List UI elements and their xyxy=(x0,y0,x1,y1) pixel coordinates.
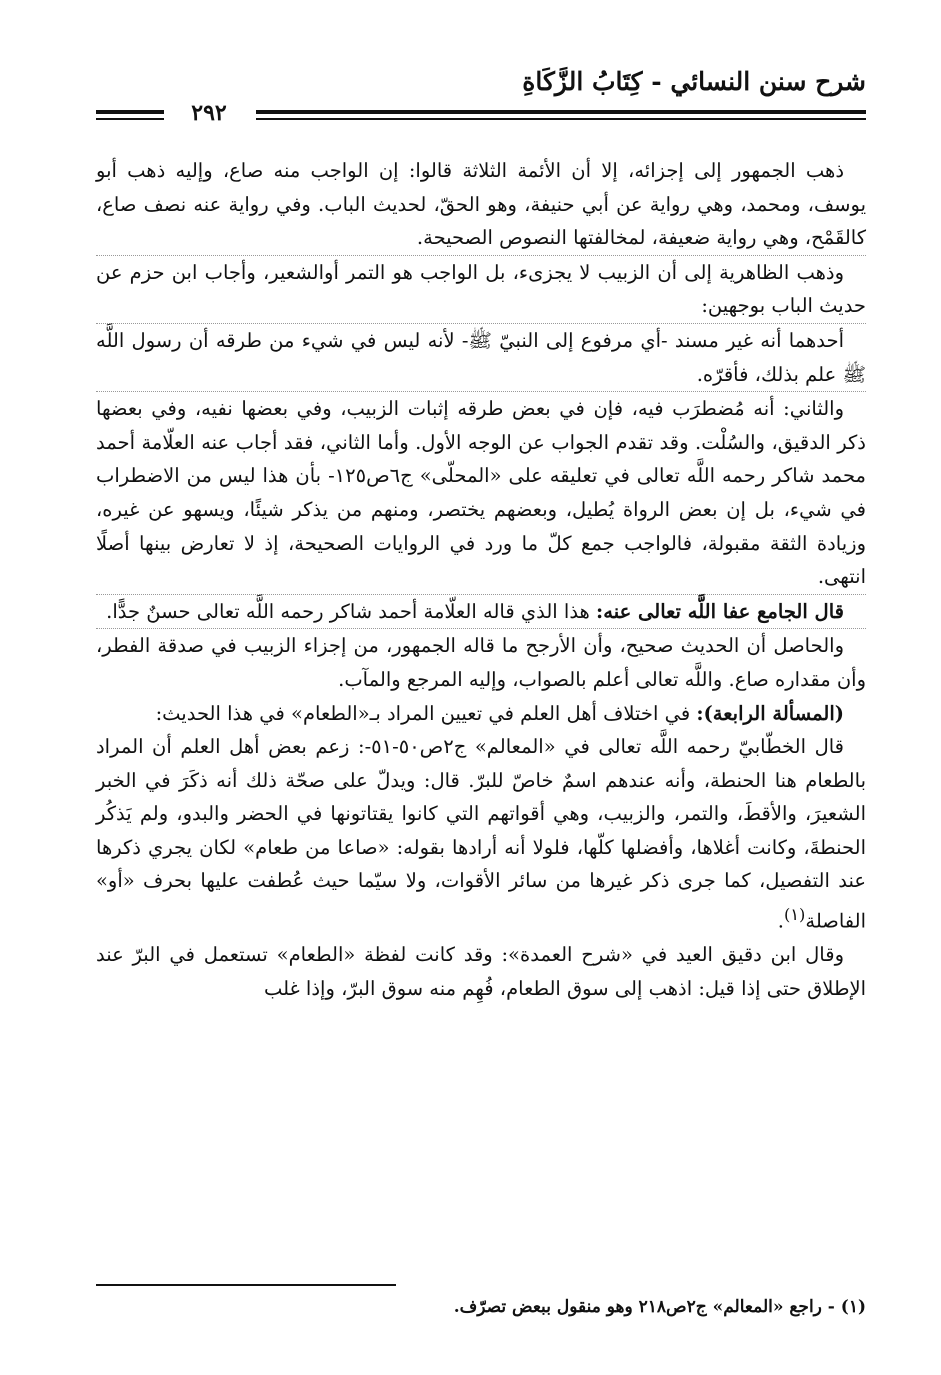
header-rule-left-thick xyxy=(96,110,164,114)
running-header xyxy=(96,62,866,126)
paragraph-zahiriyya: وذهب الظاهرية إلى أن الزبيب لا يجزىء، بل الواجب هو التمر أوالشعير، وأجاب ابن حزم عن حديث الباب بوجهين: xyxy=(96,255,866,323)
header-rule-thick xyxy=(256,110,866,114)
footnote: (١) - راجع «المعالم» ج٢ص٢١٨ وهو منقول ببعض تصرّف. xyxy=(453,1297,866,1317)
header-rule xyxy=(96,100,866,126)
header-title: شرح سنن النسائي - كِتَابُ الزَّكَاةِ xyxy=(522,67,866,96)
header-rule-left-thin xyxy=(96,118,164,120)
footnote-separator xyxy=(96,1284,396,1286)
issue-text: في اختلاف أهل العلم في تعيين المراد بـ«الطعام» في هذا الحديث: xyxy=(155,701,691,725)
khattabi-text: قال الخطّابيّ رحمه اللَّه تعالى في «المعالم» ج٢ص٥٠-٥١-: زعم بعض أهل العلم أن المراد بالطعام هنا الحنطة، وأنه عندهم اسمٌ خاصّ للبرّ. قال: ويدلّ على صحّة ذلك أنه ذكَرَ في الخبر الشعيرَ، والأقطَ، والتمر، والزبيب، وهي أقواتهم التي كانوا يقتاتونها في الحضر والبدو، ولم يَذكُر الحنطةَ، وكانت أغلاها، وأفضلها كلّها، فلولا أنه أرادها بقوله: «صاعا من طعام» لكان يجري ذكرها عند التفصيل، كما جرى ذكر غيرها من سائر الأقوات، ولا سيّما حيث عُطفت عليها بحرف «أو» الفاصلة xyxy=(96,735,866,933)
paragraph-fourth-issue xyxy=(96,697,866,731)
paragraph-jumhur: ذهب الجمهور إلى إجزائه، إلا أن الأئمة الثلاثة قالوا: إن الواجب منه صاع، وإليه ذهب أبو يوسف، ومحمد، وهي رواية عن أبي حنيفة، وهو الحقّ، لحديث الباب. وفي رواية عنه نصف صاع، كالقَمْح، وهي رواية ضعيفة، لمخالفتها النصوص الصحيحة. xyxy=(96,159,866,250)
book-page xyxy=(96,62,866,1317)
paragraph-first-answer: أحدهما أنه غير مسند -أي مرفوع إلى النبيّ ﷺ- لأنه ليس في شيء من طرقه أن رسول اللَّه ﷺ علم بذلك، فأقرّه. xyxy=(96,323,866,391)
paragraph-second-answer: والثاني: أنه مُضطرَب فيه، فإن في بعض طرقه إثبات الزبيب، وفي بعضها نفيه، وفي بعضها ذكر الدقيق، والسُلْت. وقد تقدم الجواب عن الوجه الأول. وأما الثاني، فقد أجاب عنه العلّامة أحمد محمد شاكر رحمه اللَّه تعالى في تعليقه على «المحلّى» ج٦ص١٢٥- بأن هذا ليس من الاضطراب في شيء، بل إن بعض الرواة يُطيل، وبعضهم يختصر، ومنهم من يذكر شيئًا، ويسهو عن غيره، وزيادة الثقة مقبولة، فالواجب جمع كلّ ما ورد في الروايات الصحيحة، إذ لا تعارض بينها أصلًا انتهى. xyxy=(96,391,866,594)
body-text xyxy=(96,154,866,1005)
paragraph-ibn-daqiq: وقال ابن دقيق العيد في «شرح العمدة»: وقد كانت لفظة «الطعام» تستعمل في البرّ عند الإطلاق حتى إذا قيل: اذهب إلى سوق الطعام، فُهِم منه سوق البرّ، وإذا غلب xyxy=(96,943,866,1000)
jami-text: هذا الذي قاله العلّامة أحمد شاكر رحمه اللَّه تعالى حسنٌ جدًّا. xyxy=(106,599,590,623)
paragraph-jami-comment xyxy=(96,594,866,629)
page-number: ٢٩٢ xyxy=(191,100,227,126)
issue-label: (المسألة الرابعة): xyxy=(696,701,844,725)
jami-label: قال الجامع عفا اللَّه تعالى عنه: xyxy=(596,599,844,623)
footnote-marker: (١) xyxy=(783,905,806,925)
paragraph-conclusion: والحاصل أن الحديث صحيح، وأن الأرجح ما قاله الجمهور، من إجزاء الزبيب في صدقة الفطر، وأن مقداره صاع. واللَّه تعالى أعلم بالصواب، وإليه المرجع والمآب. xyxy=(96,628,866,696)
header-rule-thin xyxy=(256,118,866,120)
paragraph-khattabi: قال الخطّابيّ رحمه اللَّه تعالى في «المعالم» ج٢ص٥٠-٥١-: زعم بعض أهل العلم أن المراد بالطعام هنا الحنطة، وأنه عندهم اسمٌ خاصّ للبرّ. قال: ويدلّ على صحّة ذلك أنه ذكَرَ في الخبر الشعيرَ، والأقطَ، والتمر، والزبيب، وهي أقواتهم التي كانوا يقتاتونها في الحضر والبدو، ولم يَذكُر الحنطةَ، وكانت أغلاها، وأفضلها كلّها، فلولا أنه أرادها بقوله: «صاعا من طعام» لكان يجري ذكرها عند التفصيل، كما جرى ذكر غيرها من سائر الأقوات، ولا سيّما حيث عُطفت عليها بحرف «أو» الفاصلة$^{(١)}$. xyxy=(96,735,866,933)
